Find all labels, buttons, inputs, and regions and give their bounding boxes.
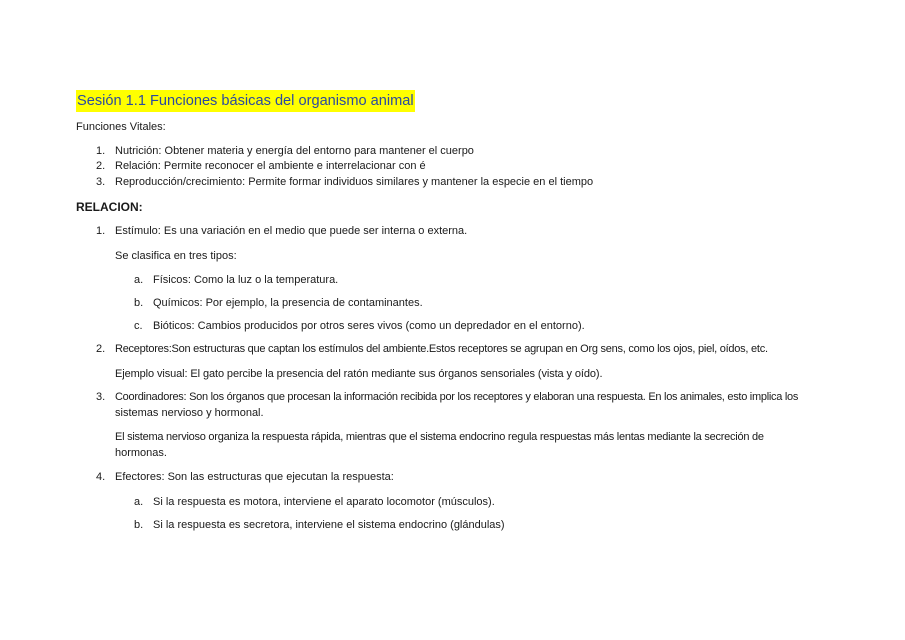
page-title-text: Sesión 1.1 Funciones básicas del organismo animal — [77, 93, 414, 109]
sublist-marker: c. — [134, 320, 143, 332]
sublist-item-fisicos: Físicos: Como la luz o la temperatura. — [153, 274, 339, 286]
receptores-note: Ejemplo visual: El gato percibe la presencia del ratón mediante sus órganos sensoriales (vista y oído). — [115, 368, 603, 380]
list-item-reproduccion: Reproducción/crecimiento: Permite formar individuos similares y mantener la especie en el tiempo — [115, 176, 594, 188]
sublist-item-secretora: Si la respuesta es secretora, interviene el sistema endocrino (glándulas) — [153, 519, 505, 531]
sublist-item-bioticos: Bióticos: Cambios producidos por otros seres vivos (como un depredador en el entorno). — [153, 320, 585, 332]
section-heading-funciones-vitales: Funciones Vitales: — [76, 121, 166, 133]
page-title — [76, 90, 415, 112]
list-marker: 1. — [96, 145, 106, 157]
coordinadores-note-line2: hormonas. — [115, 447, 167, 459]
section-heading-relacion: RELACION: — [76, 200, 143, 214]
list-item-relacion: Relación: Permite reconocer el ambiente e interrelacionar con é — [115, 160, 426, 172]
sublist-marker: a. — [134, 496, 144, 508]
list-marker: 4. — [96, 471, 106, 483]
sublist-marker: a. — [134, 274, 144, 286]
estimulo-note: Se clasifica en tres tipos: — [115, 250, 237, 262]
sublist-marker: b. — [134, 297, 144, 309]
coordinadores-note-line1: El sistema nervioso organiza la respuesta rápida, mientras que el sistema endocrino regula respuestas más lentas mediante la secreción de — [115, 431, 764, 443]
list-item-efectores: Efectores: Son las estructuras que ejecutan la respuesta: — [115, 471, 394, 483]
list-marker: 3. — [96, 391, 106, 403]
list-item-coordinadores-line2: sistemas nervioso y hormonal. — [115, 407, 264, 419]
list-marker: 2. — [96, 160, 106, 172]
list-item-nutricion: Nutrición: Obtener materia y energía del entorno para mantener el cuerpo — [115, 145, 474, 157]
sublist-item-quimicos: Químicos: Por ejemplo, la presencia de contaminantes. — [153, 297, 423, 309]
list-item-receptores: Receptores:Son estructuras que captan los estímulos del ambiente.Estos receptores se agrupan en Org sens, como los ojos, piel, oídos, etc. — [115, 343, 768, 355]
list-marker: 1. — [96, 225, 106, 237]
sublist-marker: b. — [134, 519, 144, 531]
list-marker: 3. — [96, 176, 106, 188]
list-item-estimulo: Estímulo: Es una variación en el medio que puede ser interna o externa. — [115, 225, 468, 237]
list-marker: 2. — [96, 343, 106, 355]
sublist-item-motora: Si la respuesta es motora, interviene el aparato locomotor (músculos). — [153, 496, 495, 508]
list-item-coordinadores-line1: Coordinadores: Son los órganos que procesan la información recibida por los receptores y elaboran una respuesta. En los animales, esto implica los — [115, 391, 799, 403]
